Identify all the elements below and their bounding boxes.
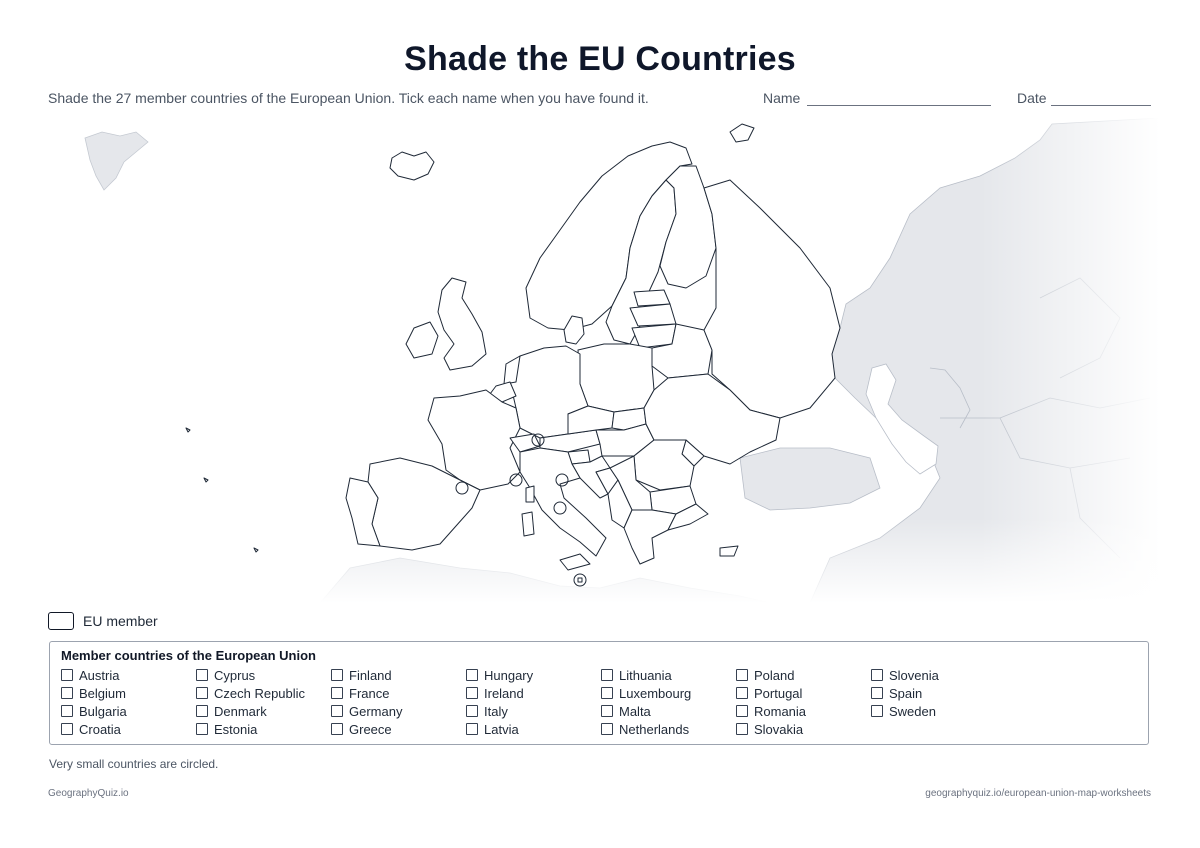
malta: [578, 578, 582, 582]
country-name: France: [349, 685, 390, 701]
country-name: Lithuania: [619, 667, 672, 683]
country-item: [196, 666, 255, 684]
europe-map: [40, 118, 1160, 603]
ireland: [406, 322, 438, 358]
country-name: Malta: [619, 703, 651, 719]
country-item: [736, 684, 802, 702]
russia-european: [704, 180, 840, 418]
country-item: [601, 666, 672, 684]
poland: [578, 344, 654, 412]
country-item: [601, 684, 691, 702]
country-name: Hungary: [484, 667, 534, 683]
name-label: Name: [763, 90, 801, 106]
country-checkbox[interactable]: [61, 723, 73, 735]
country-checkbox[interactable]: [871, 687, 883, 699]
latvia: [630, 304, 676, 326]
country-name: Austria: [79, 667, 120, 683]
country-checkbox[interactable]: [331, 687, 343, 699]
country-name: Italy: [484, 703, 508, 719]
sardinia: [522, 512, 534, 536]
iceland: [390, 152, 434, 180]
country-item: [61, 666, 119, 684]
country-item: [601, 702, 651, 720]
country-checkbox[interactable]: [871, 669, 883, 681]
country-checkbox[interactable]: [736, 723, 748, 735]
country-name: Belgium: [79, 685, 126, 701]
legend-label: EU member: [83, 613, 158, 629]
country-name: Romania: [754, 703, 807, 719]
member-checklist: [49, 641, 1149, 745]
country-checkbox[interactable]: [736, 705, 748, 717]
country-item: [601, 720, 689, 738]
country-name: Sweden: [889, 703, 936, 719]
country-name: Greece: [349, 721, 392, 737]
country-checkbox[interactable]: [466, 669, 478, 681]
country-name: Ireland: [484, 685, 524, 701]
country-checkbox[interactable]: [196, 705, 208, 717]
country-checkbox[interactable]: [601, 723, 613, 735]
country-name: Slovakia: [754, 721, 804, 737]
footer-url: geographyquiz.io/european-union-map-worksheets: [925, 788, 1151, 799]
country-name: Croatia: [79, 721, 121, 737]
legend-swatch: [48, 612, 74, 630]
uk: [438, 278, 486, 370]
country-item: [331, 666, 392, 684]
map-legend: [48, 612, 158, 630]
country-item: [196, 720, 257, 738]
greenland-land: [85, 132, 148, 190]
country-checkbox[interactable]: [331, 705, 343, 717]
country-checkbox[interactable]: [61, 669, 73, 681]
country-name: Poland: [754, 667, 795, 683]
name-field[interactable]: [807, 105, 991, 106]
date-label: Date: [1017, 90, 1047, 106]
country-item: [331, 684, 389, 702]
country-name: Latvia: [484, 721, 519, 737]
country-item: [466, 684, 524, 702]
country-item: [196, 684, 305, 702]
instructions-text: Shade the 27 member countries of the European Union. Tick each name when you have found it.: [48, 90, 649, 106]
country-checkbox[interactable]: [196, 723, 208, 735]
country-name: Portugal: [754, 685, 803, 701]
country-checkbox[interactable]: [736, 687, 748, 699]
corsica: [526, 486, 534, 502]
country-checkbox[interactable]: [601, 669, 613, 681]
country-name: Spain: [889, 685, 923, 701]
country-item: [331, 720, 392, 738]
country-checkbox[interactable]: [196, 669, 208, 681]
country-item: [466, 720, 519, 738]
country-item: [871, 702, 936, 720]
date-field[interactable]: [1051, 105, 1151, 106]
checklist-heading: Member countries of the European Union: [61, 648, 316, 663]
country-checkbox[interactable]: [61, 705, 73, 717]
footer-brand: GeographyQuiz.io: [48, 788, 129, 799]
country-name: Bulgaria: [79, 703, 127, 719]
country-checkbox[interactable]: [466, 723, 478, 735]
country-name: Slovenia: [889, 667, 939, 683]
country-checkbox[interactable]: [61, 687, 73, 699]
country-name: Czech Republic: [214, 685, 306, 701]
footnote: Very small countries are circled.: [49, 757, 219, 771]
country-name: Luxembourg: [619, 685, 692, 701]
country-item: [736, 666, 794, 684]
country-item: [871, 666, 939, 684]
country-item: [61, 720, 121, 738]
country-item: [331, 702, 402, 720]
country-checkbox[interactable]: [871, 705, 883, 717]
country-checkbox[interactable]: [331, 723, 343, 735]
country-name: Netherlands: [619, 721, 690, 737]
country-checkbox[interactable]: [601, 687, 613, 699]
country-item: [61, 702, 127, 720]
country-checkbox[interactable]: [601, 705, 613, 717]
estonia: [634, 290, 670, 306]
country-checkbox[interactable]: [466, 705, 478, 717]
country-item: [466, 666, 533, 684]
country-item: [736, 702, 806, 720]
country-item: [736, 720, 803, 738]
page-title: Shade the EU Countries: [404, 40, 796, 78]
country-item: [466, 702, 508, 720]
country-name: Estonia: [214, 721, 258, 737]
country-checkbox[interactable]: [331, 669, 343, 681]
country-item: [196, 702, 267, 720]
country-checkbox[interactable]: [466, 687, 478, 699]
country-name: Germany: [349, 703, 403, 719]
country-item: [61, 684, 126, 702]
country-name: Finland: [349, 667, 392, 683]
turkey-background: [740, 448, 880, 510]
country-name: Denmark: [214, 703, 267, 719]
country-item: [871, 684, 922, 702]
country-name: Cyprus: [214, 667, 256, 683]
svalbard: [730, 124, 754, 142]
country-checkbox[interactable]: [196, 687, 208, 699]
country-checkbox[interactable]: [736, 669, 748, 681]
